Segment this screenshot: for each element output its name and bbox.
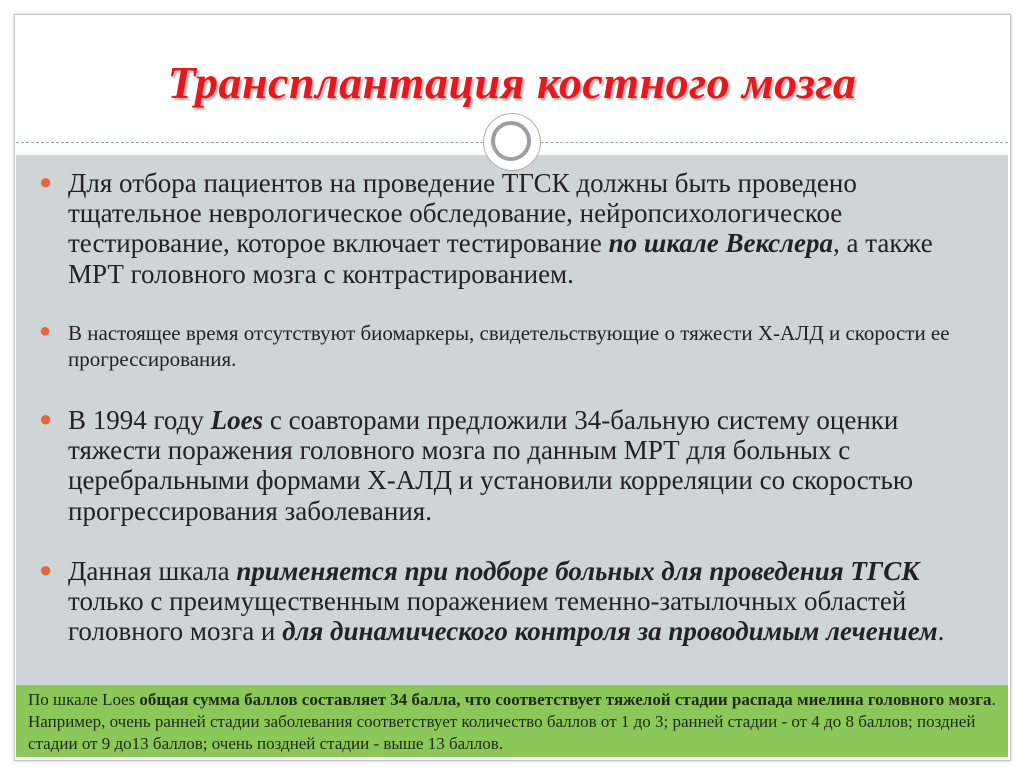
circle-ornament-icon [483,113,541,171]
footer-note [16,685,1008,757]
bullet-item-3 [39,405,968,526]
slide-title: Трансплантация костного мозга [167,57,857,108]
bullet-text: Для отбора пациентов на проведение ТГСК должны быть проведено тщательное неврологическое обследование, нейропсихологическое тестирование, которое включает тестирование [68,168,857,259]
bullet-text: , а также МРТ головного мозга с контрастированием. [68,228,933,289]
bullet-emphasis: для динамического контроля за проводимым лечением [282,616,938,647]
bullet-dot-icon: ● [39,406,53,431]
bullet-emphasis: применяется при подборе больных для проведения ТГСК [236,556,920,586]
footer-text: По шкале Loes [28,690,140,709]
bullet-text: Данная шкала [68,556,237,586]
bullet-text: только с преимущественным поражением теменно-затылочных областей головного мозга и [68,586,907,647]
bullet-emphasis: Loes [210,405,264,435]
bullet-item-4 [39,556,988,647]
footer-text: . Например, очень ранней стадии заболевания соответствует количество баллов от 1 до 3; ранней стадии - от 4 до 8 баллов; поздней стадии от 9 до13 баллов; очень поздней стадии - выше 13 баллов. [28,690,996,754]
bullet-text: . [937,616,945,647]
bullet-text: В настоящее время отсутствуют биомаркеры, свидетельствующие о тяжести Х-АЛД и скорости ее прогрессирования. [68,321,950,372]
bullet-dot-icon: ● [39,169,53,194]
bullet-text: В 1994 году [68,405,211,435]
bullet-item-2 [39,320,968,373]
bullet-emphasis: по шкале Векслера [608,228,833,259]
bullet-dot-icon: ● [39,557,53,582]
bullet-dot-icon: ● [39,320,52,342]
footer-emphasis: общая сумма баллов составляет 34 балла, что соответствует тяжелой стадии распада миелина головного мозга [139,690,992,709]
bullet-text: с соавторами предложили 34-бальную систему оценки тяжести поражения головного мозга по данным МРТ для больных с церебральными формами Х-АЛД и установили корреляции со скоростью прогрессирования заболевания. [68,405,914,526]
bullet-item-1 [39,168,988,289]
